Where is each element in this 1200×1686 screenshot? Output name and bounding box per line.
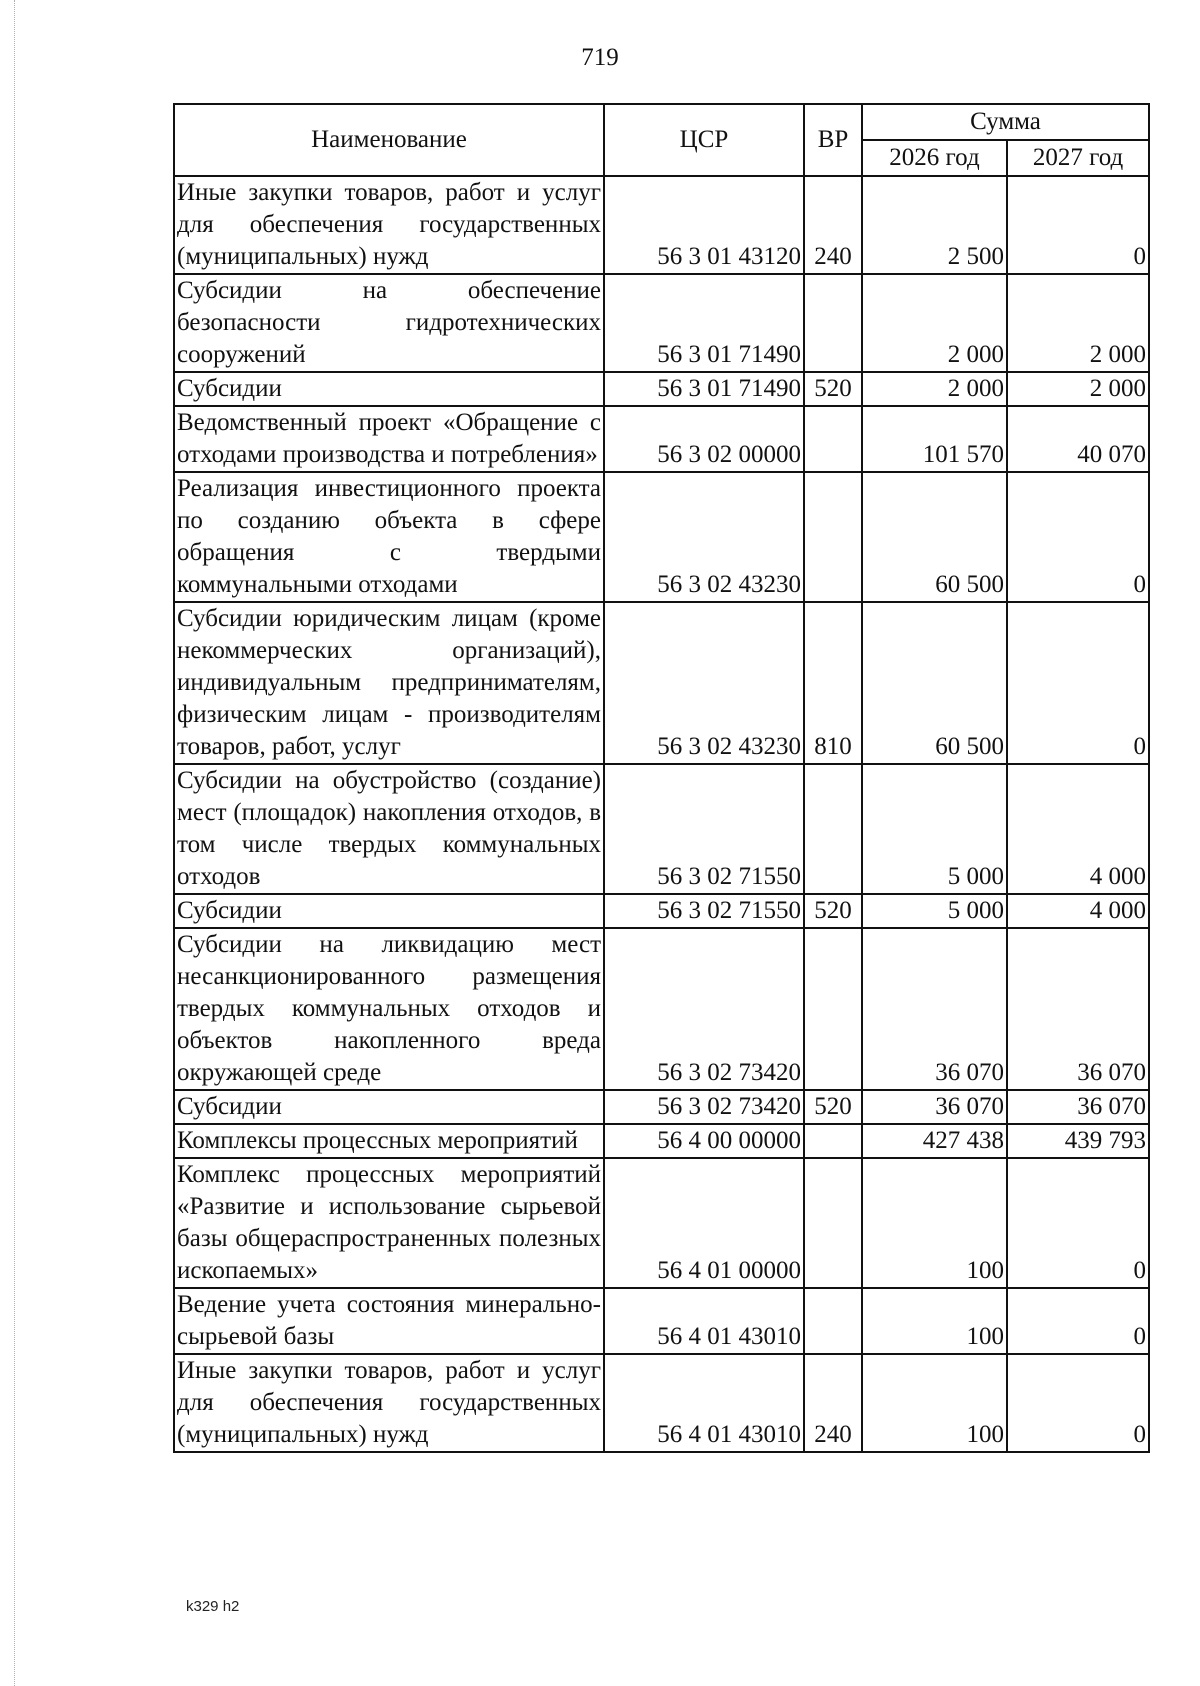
row-vr	[804, 928, 862, 1090]
budget-table	[173, 103, 1150, 1453]
table-row	[174, 1288, 1149, 1354]
row-name: Иные закупки товаров, работ и услуг для обеспечения государственных (муниципальных) нужд	[174, 1354, 604, 1452]
header-sum: Сумма	[862, 104, 1149, 140]
row-sum-2026: 5 000	[862, 894, 1007, 928]
row-csr: 56 3 02 00000	[604, 406, 804, 472]
row-csr: 56 4 01 43010	[604, 1354, 804, 1452]
row-sum-2027: 36 070	[1007, 1090, 1149, 1124]
table-row	[174, 894, 1149, 928]
row-sum-2026: 2 500	[862, 176, 1007, 274]
footer-document-code: k329 h2	[186, 1598, 240, 1615]
table-row	[174, 372, 1149, 406]
header-row-top	[174, 104, 1149, 140]
row-name: Субсидии	[174, 372, 604, 406]
row-sum-2027: 0	[1007, 1288, 1149, 1354]
row-csr: 56 3 01 71490	[604, 372, 804, 406]
row-sum-2026: 60 500	[862, 472, 1007, 602]
row-sum-2027: 2 000	[1007, 274, 1149, 372]
row-sum-2027: 2 000	[1007, 372, 1149, 406]
row-name: Ведомственный проект «Обращение с отходами производства и потребления»	[174, 406, 604, 472]
row-sum-2026: 2 000	[862, 372, 1007, 406]
row-csr: 56 3 01 71490	[604, 274, 804, 372]
row-vr: 520	[804, 372, 862, 406]
row-sum-2027: 36 070	[1007, 928, 1149, 1090]
header-year-2026: 2026 год	[862, 140, 1007, 176]
row-vr: 240	[804, 1354, 862, 1452]
row-name: Субсидии	[174, 1090, 604, 1124]
row-csr: 56 3 02 71550	[604, 764, 804, 894]
row-csr: 56 4 01 00000	[604, 1158, 804, 1288]
row-vr	[804, 274, 862, 372]
row-name: Субсидии на обустройство (создание) мест (площадок) накопления отходов, в том числе твердых коммунальных отходов	[174, 764, 604, 894]
row-vr: 240	[804, 176, 862, 274]
row-csr: 56 4 01 43010	[604, 1288, 804, 1354]
header-vr: ВР	[804, 104, 862, 176]
table-row	[174, 406, 1149, 472]
row-csr: 56 3 02 43230	[604, 602, 804, 764]
row-name: Субсидии на обеспечение безопасности гидротехнических сооружений	[174, 274, 604, 372]
row-csr: 56 3 02 73420	[604, 1090, 804, 1124]
row-sum-2026: 5 000	[862, 764, 1007, 894]
row-csr: 56 3 01 43120	[604, 176, 804, 274]
row-name: Субсидии	[174, 894, 604, 928]
row-vr	[804, 1288, 862, 1354]
row-vr	[804, 764, 862, 894]
row-sum-2027: 439 793	[1007, 1124, 1149, 1158]
table-row	[174, 274, 1149, 372]
table-row	[174, 928, 1149, 1090]
table-row	[174, 472, 1149, 602]
row-sum-2027: 0	[1007, 602, 1149, 764]
row-sum-2026: 100	[862, 1354, 1007, 1452]
row-sum-2027: 4 000	[1007, 894, 1149, 928]
row-sum-2027: 4 000	[1007, 764, 1149, 894]
row-vr	[804, 472, 862, 602]
scan-edge-line	[14, 0, 15, 1686]
row-sum-2026: 2 000	[862, 274, 1007, 372]
row-sum-2027: 40 070	[1007, 406, 1149, 472]
row-csr: 56 3 02 71550	[604, 894, 804, 928]
row-vr: 520	[804, 894, 862, 928]
table-row	[174, 1124, 1149, 1158]
row-sum-2026: 60 500	[862, 602, 1007, 764]
table-row	[174, 1090, 1149, 1124]
row-sum-2026: 36 070	[862, 1090, 1007, 1124]
table-row	[174, 764, 1149, 894]
page-number: 719	[581, 44, 619, 71]
row-sum-2026: 100	[862, 1288, 1007, 1354]
row-name: Комплексы процессных мероприятий	[174, 1124, 604, 1158]
row-name: Субсидии юридическим лицам (кроме некоммерческих организаций), индивидуальным предпринимателям, физическим лицам - производителям товаров, работ, услуг	[174, 602, 604, 764]
row-vr: 520	[804, 1090, 862, 1124]
row-vr	[804, 1124, 862, 1158]
table-row	[174, 1354, 1149, 1452]
row-name: Субсидии на ликвидацию мест несанкционированного размещения твердых коммунальных отходов и объектов накопленного вреда окружающей среде	[174, 928, 604, 1090]
row-sum-2027: 0	[1007, 472, 1149, 602]
row-sum-2027: 0	[1007, 1354, 1149, 1452]
row-csr: 56 4 00 00000	[604, 1124, 804, 1158]
row-name: Комплекс процессных мероприятий «Развитие и использование сырьевой базы общераспространенных полезных ископаемых»	[174, 1158, 604, 1288]
header-year-2027: 2027 год	[1007, 140, 1149, 176]
row-name: Реализация инвестиционного проекта по созданию объекта в сфере обращения с твердыми коммунальными отходами	[174, 472, 604, 602]
row-sum-2027: 0	[1007, 1158, 1149, 1288]
header-csr: ЦСР	[604, 104, 804, 176]
row-name: Ведение учета состояния минерально-сырьевой базы	[174, 1288, 604, 1354]
row-vr	[804, 1158, 862, 1288]
table-row	[174, 176, 1149, 274]
row-csr: 56 3 02 43230	[604, 472, 804, 602]
row-sum-2026: 427 438	[862, 1124, 1007, 1158]
row-sum-2026: 36 070	[862, 928, 1007, 1090]
row-name: Иные закупки товаров, работ и услуг для обеспечения государственных (муниципальных) нужд	[174, 176, 604, 274]
row-sum-2026: 101 570	[862, 406, 1007, 472]
row-sum-2026: 100	[862, 1158, 1007, 1288]
row-csr: 56 3 02 73420	[604, 928, 804, 1090]
header-name: Наименование	[174, 104, 604, 176]
row-sum-2027: 0	[1007, 176, 1149, 274]
table-row	[174, 602, 1149, 764]
row-vr: 810	[804, 602, 862, 764]
table-row	[174, 1158, 1149, 1288]
row-vr	[804, 406, 862, 472]
